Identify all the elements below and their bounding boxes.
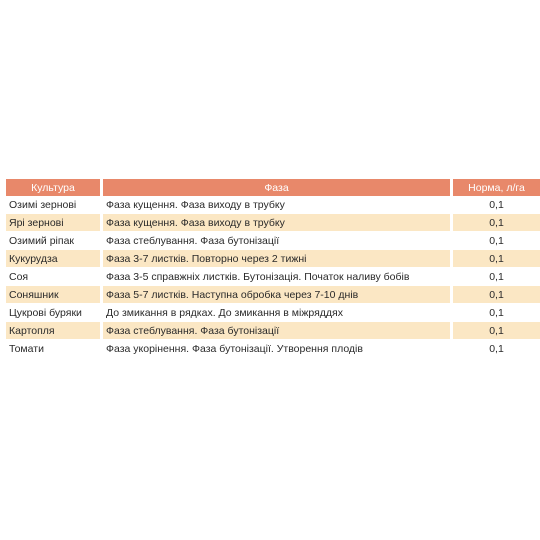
table-row [6, 304, 540, 322]
cell-rate: 0,1 [453, 250, 540, 268]
cell-phase: Фаза 3-7 листків. Повторно через 2 тижні [103, 250, 453, 268]
cell-rate: 0,1 [453, 214, 540, 232]
cell-rate: 0,1 [453, 340, 540, 358]
table-row [6, 322, 540, 340]
cell-rate: 0,1 [453, 196, 540, 214]
table-row [6, 196, 540, 214]
cell-crop: Озимий ріпак [6, 232, 103, 250]
cell-rate: 0,1 [453, 268, 540, 286]
table-row [6, 286, 540, 304]
cell-phase: Фаза стеблування. Фаза бутонізації [103, 232, 453, 250]
cell-crop: Озимі зернові [6, 196, 103, 214]
cell-rate: 0,1 [453, 322, 540, 340]
cell-phase: Фаза 5-7 листків. Наступна обробка через 7-10 днів [103, 286, 453, 304]
cell-rate: 0,1 [453, 304, 540, 322]
cell-crop: Цукрові буряки [6, 304, 103, 322]
cell-phase: Фаза укорінення. Фаза бутонізації. Утворення плодів [103, 340, 453, 358]
cell-rate: 0,1 [453, 232, 540, 250]
cell-phase: Фаза кущення. Фаза виходу в трубку [103, 196, 453, 214]
cell-crop: Соняшник [6, 286, 103, 304]
table-row [6, 340, 540, 358]
cell-phase: До змикання в рядках. До змикання в міжряддях [103, 304, 453, 322]
table-row [6, 268, 540, 286]
cell-crop: Томати [6, 340, 103, 358]
cell-crop: Картопля [6, 322, 103, 340]
cell-crop: Кукурудза [6, 250, 103, 268]
cell-rate: 0,1 [453, 286, 540, 304]
table-row [6, 214, 540, 232]
cell-phase: Фаза кущення. Фаза виходу в трубку [103, 214, 453, 232]
table-row [6, 250, 540, 268]
header-rate: Норма, л/га [453, 179, 540, 196]
crop-rate-table [6, 179, 540, 358]
cell-crop: Соя [6, 268, 103, 286]
cell-phase: Фаза 3-5 справжніх листків. Бутонізація. Початок наливу бобів [103, 268, 453, 286]
cell-phase: Фаза стеблування. Фаза бутонізації [103, 322, 453, 340]
cell-crop: Ярі зернові [6, 214, 103, 232]
header-crop: Культура [6, 179, 103, 196]
table-row [6, 232, 540, 250]
table-header-row [6, 179, 540, 196]
crop-rate-table-container [6, 179, 540, 358]
header-phase: Фаза [103, 179, 453, 196]
